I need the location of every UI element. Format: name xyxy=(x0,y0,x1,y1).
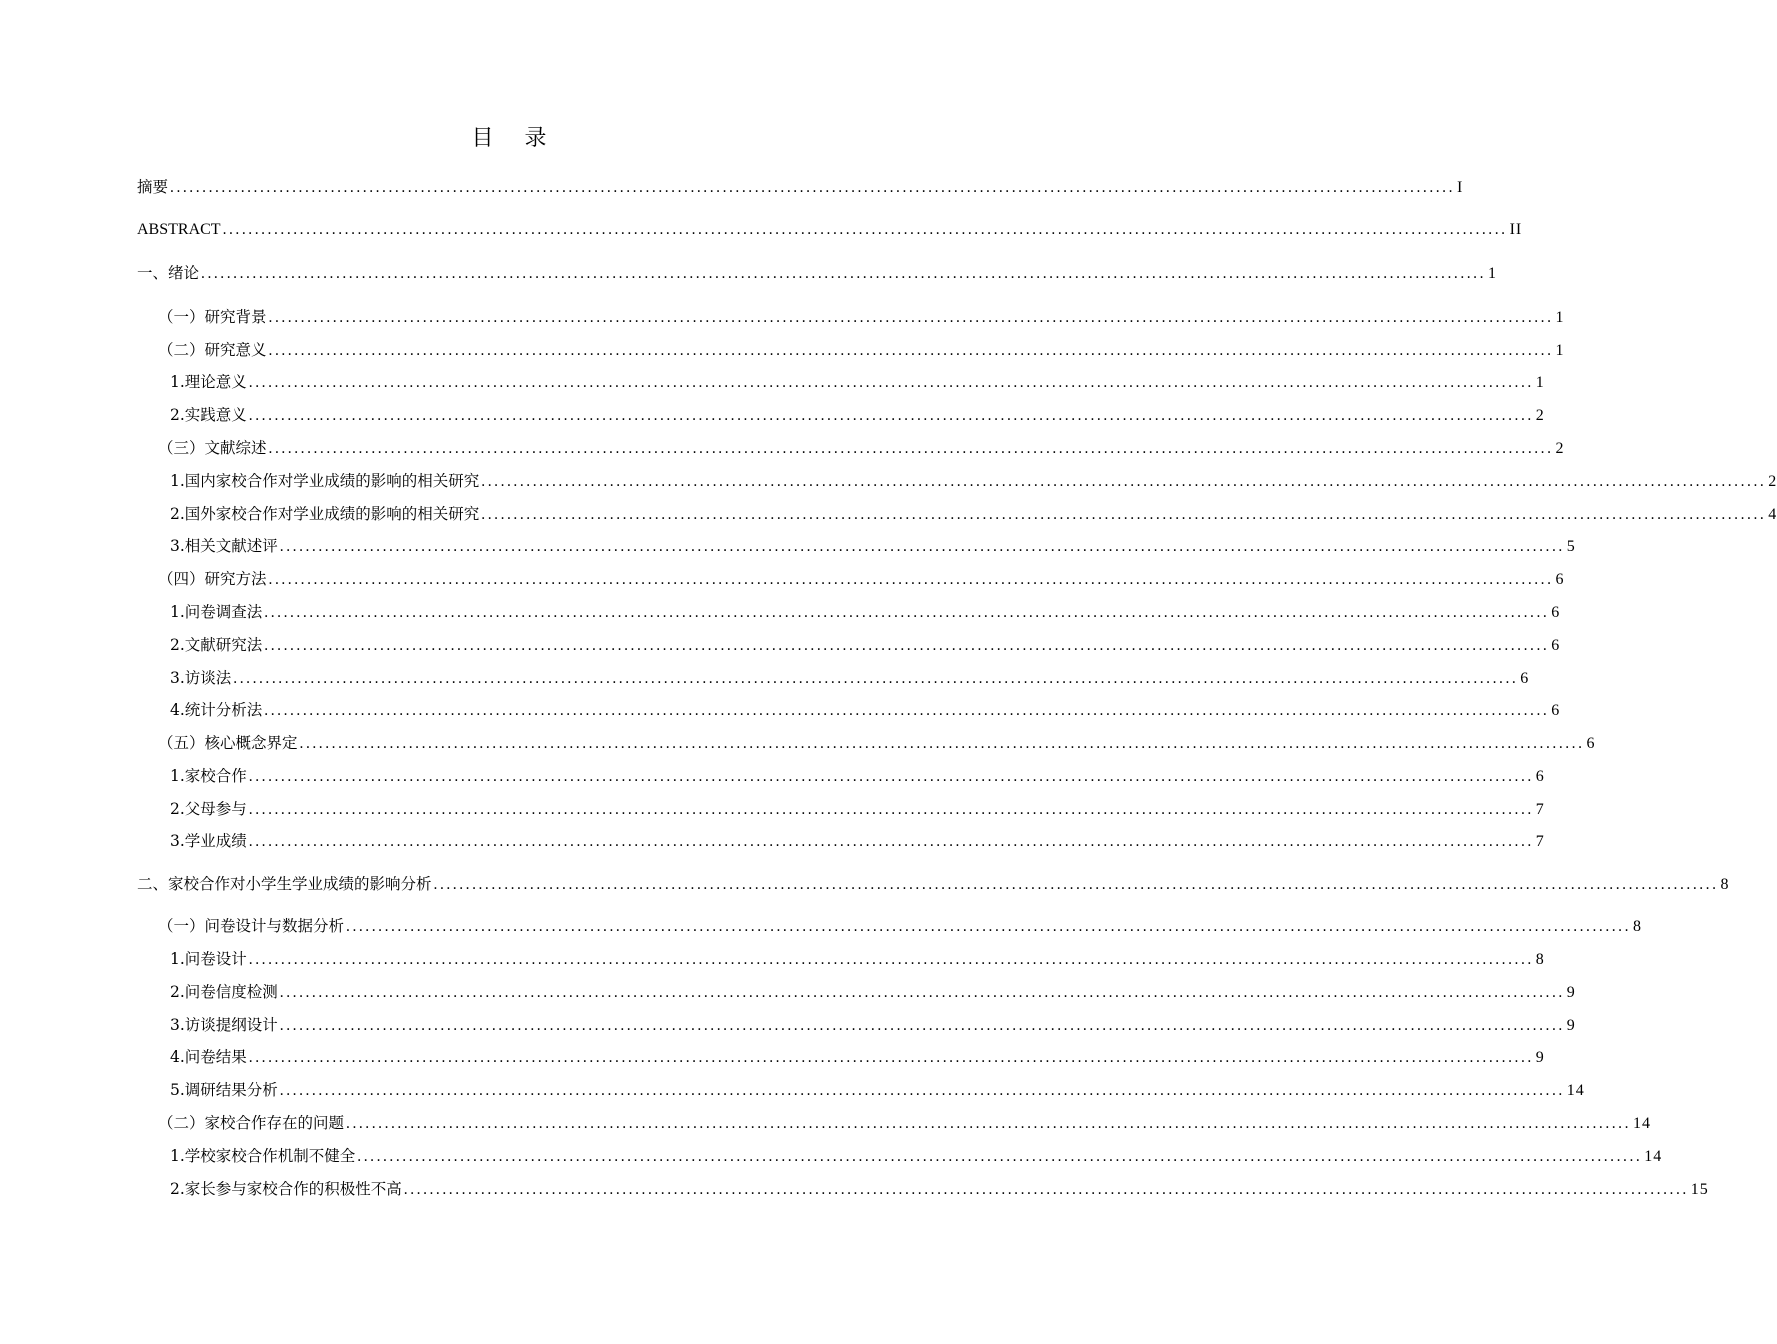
toc-entry[interactable] xyxy=(170,1178,1709,1200)
toc-leader-dots: ........................................................................................................................................................................................................ xyxy=(279,538,1565,555)
toc-entry[interactable] xyxy=(170,404,1545,426)
toc-page-number: 9 xyxy=(1535,1049,1545,1066)
toc-entry-label: （一）研究背景 xyxy=(158,308,267,326)
toc-entry[interactable] xyxy=(170,1145,1663,1167)
toc-entry[interactable] xyxy=(170,470,1777,492)
toc-leader-dots: ........................................................................................................................................................................................................ xyxy=(481,473,1767,490)
toc-entry[interactable] xyxy=(170,535,1576,557)
toc-entry[interactable] xyxy=(170,667,1530,689)
toc-entry[interactable] xyxy=(170,601,1561,623)
toc-entry[interactable] xyxy=(170,634,1561,656)
toc-page-number: 6 xyxy=(1551,702,1561,719)
toc-entry-label: 1.家校合作 xyxy=(170,767,247,785)
toc-entry[interactable] xyxy=(137,219,1523,241)
toc-entry-label: 二、家校合作对小学生学业成绩的影响分析 xyxy=(137,875,432,893)
toc-leader-dots: ........................................................................................................................................................................................................ xyxy=(279,1017,1565,1034)
toc-entry-label: 4.统计分析法 xyxy=(170,701,263,719)
toc-entry-label: 3.访谈法 xyxy=(170,669,232,687)
toc-leader-dots: ........................................................................................................................................................................................................ xyxy=(268,342,1554,359)
toc-leader-dots: ........................................................................................................................................................................................................ xyxy=(248,407,1534,424)
toc-leader-dots: ........................................................................................................................................................................................................ xyxy=(248,833,1534,850)
toc-leader-dots: ........................................................................................................................................................................................................ xyxy=(264,637,1550,654)
toc-entry-label: 4.问卷结果 xyxy=(170,1048,247,1066)
toc-leader-dots: ........................................................................................................................................................................................................ xyxy=(264,702,1550,719)
toc-leader-dots: ........................................................................................................................................................................................................ xyxy=(268,440,1554,457)
toc-page-number: 7 xyxy=(1535,833,1545,850)
toc-leader-dots: ........................................................................................................................................................................................................ xyxy=(201,265,1487,282)
toc-entry[interactable] xyxy=(170,981,1576,1003)
toc-page-number: 1 xyxy=(1488,265,1498,282)
toc-page-number: 14 xyxy=(1633,1115,1652,1132)
toc-page-number: 15 xyxy=(1690,1181,1709,1198)
toc-entry[interactable] xyxy=(158,568,1565,590)
toc-entry-label: （一）问卷设计与数据分析 xyxy=(158,917,345,935)
toc-leader-dots: ........................................................................................................................................................................................................ xyxy=(268,309,1554,326)
toc-entry[interactable] xyxy=(170,948,1545,970)
toc-entry[interactable] xyxy=(158,306,1565,328)
toc-entry-label: （二）家校合作存在的问题 xyxy=(158,1114,345,1132)
toc-entry-label: 1.问卷调查法 xyxy=(170,603,263,621)
toc-page-number: II xyxy=(1509,221,1523,238)
toc-page-number: 8 xyxy=(1633,918,1643,935)
toc-entry[interactable] xyxy=(158,339,1565,361)
toc-page-number: 5 xyxy=(1566,538,1576,555)
toc-leader-dots: ........................................................................................................................................................................................................ xyxy=(248,951,1534,968)
toc-page-number: 6 xyxy=(1520,670,1530,687)
toc-entry-label: 3.学业成绩 xyxy=(170,832,247,850)
toc-page-number: 14 xyxy=(1644,1148,1663,1165)
toc-leader-dots: ........................................................................................................................................................................................................ xyxy=(264,604,1550,621)
toc-entry-label: 摘要 xyxy=(137,178,169,196)
toc-entry[interactable] xyxy=(170,699,1561,721)
toc-page-number: 6 xyxy=(1551,604,1561,621)
toc-leader-dots: ........................................................................................................................................................................................................ xyxy=(248,374,1534,391)
toc-leader-dots: ........................................................................................................................................................................................................ xyxy=(481,506,1767,523)
toc-entry[interactable] xyxy=(170,1046,1545,1068)
toc-entry-label: 2.实践意义 xyxy=(170,406,247,424)
toc-entry[interactable] xyxy=(158,437,1565,459)
toc-entry-label: 3.相关文献述评 xyxy=(170,537,278,555)
toc-entry-label: 一、绪论 xyxy=(137,264,200,282)
toc-entry[interactable] xyxy=(170,765,1545,787)
toc-page-number: 6 xyxy=(1535,768,1545,785)
toc-entry[interactable] xyxy=(137,176,1464,198)
toc-entry-label: 2.问卷信度检测 xyxy=(170,983,278,1001)
toc-entry[interactable] xyxy=(170,798,1545,820)
toc-entry[interactable] xyxy=(170,1014,1576,1036)
toc-entry-label: 1.国内家校合作对学业成绩的影响的相关研究 xyxy=(170,472,480,490)
toc-leader-dots: ........................................................................................................................................................................................................ xyxy=(279,984,1565,1001)
toc-entry-label: 1.学校家校合作机制不健全 xyxy=(170,1147,356,1165)
toc-entry[interactable] xyxy=(170,371,1545,393)
toc-page-number: 8 xyxy=(1720,876,1730,893)
toc-page-number: 6 xyxy=(1551,637,1561,654)
toc-page-number: 7 xyxy=(1535,801,1545,818)
toc-entry-label: ABSTRACT xyxy=(137,221,221,238)
toc-entry-label: 1.理论意义 xyxy=(170,373,247,391)
toc-entry-label: 2.父母参与 xyxy=(170,800,247,818)
toc-leader-dots: ........................................................................................................................................................................................................ xyxy=(222,221,1508,238)
toc-page-number: 6 xyxy=(1555,571,1565,588)
toc-page-number: 14 xyxy=(1566,1082,1585,1099)
toc-page-number: 9 xyxy=(1566,984,1576,1001)
toc-leader-dots: ........................................................................................................................................................................................................ xyxy=(248,801,1534,818)
toc-page-number: 2 xyxy=(1555,440,1565,457)
toc-page-number: 1 xyxy=(1535,374,1545,391)
toc-entry-label: （三）文献综述 xyxy=(158,439,267,457)
toc-page-number: I xyxy=(1457,179,1464,196)
toc-entry[interactable] xyxy=(170,503,1777,525)
toc-leader-dots: ........................................................................................................................................................................................................ xyxy=(268,571,1554,588)
toc-entry[interactable] xyxy=(158,732,1596,754)
toc-page-number: 2 xyxy=(1768,473,1777,490)
toc-leader-dots: ........................................................................................................................................................................................................ xyxy=(170,179,1456,196)
toc-entry[interactable] xyxy=(158,1112,1652,1134)
toc-entry-label: 2.国外家校合作对学业成绩的影响的相关研究 xyxy=(170,505,480,523)
toc-entry-label: （四）研究方法 xyxy=(158,570,267,588)
toc-page-number: 9 xyxy=(1566,1017,1576,1034)
toc-leader-dots: ........................................................................................................................................................................................................ xyxy=(346,1115,1632,1132)
toc-leader-dots: ........................................................................................................................................................................................................ xyxy=(357,1148,1643,1165)
toc-leader-dots: ........................................................................................................................................................................................................ xyxy=(433,876,1719,893)
toc-leader-dots: ........................................................................................................................................................................................................ xyxy=(248,1049,1534,1066)
toc-entry-label: 1.问卷设计 xyxy=(170,950,247,968)
toc-entry[interactable] xyxy=(158,915,1643,937)
toc-entry[interactable] xyxy=(137,873,1730,895)
toc-leader-dots: ........................................................................................................................................................................................................ xyxy=(248,768,1534,785)
toc-leader-dots: ........................................................................................................................................................................................................ xyxy=(403,1181,1689,1198)
toc-page-number: 2 xyxy=(1535,407,1545,424)
toc-entry-label: 2.文献研究法 xyxy=(170,636,263,654)
toc-page-number: 4 xyxy=(1768,506,1777,523)
toc-leader-dots: ........................................................................................................................................................................................................ xyxy=(233,670,1519,687)
toc-entry-label: （二）研究意义 xyxy=(158,341,267,359)
toc-page-number: 1 xyxy=(1555,309,1565,326)
toc-entry[interactable] xyxy=(170,830,1545,852)
toc-leader-dots: ........................................................................................................................................................................................................ xyxy=(346,918,1632,935)
toc-entry-label: （五）核心概念界定 xyxy=(158,734,298,752)
toc-entry-label: 5.调研结果分析 xyxy=(170,1081,278,1099)
toc-entry-label: 2.家长参与家校合作的积极性不高 xyxy=(170,1180,402,1198)
toc-leader-dots: ........................................................................................................................................................................................................ xyxy=(299,735,1585,752)
toc-title: 目 录 xyxy=(471,126,559,151)
toc-entry[interactable] xyxy=(170,1079,1585,1101)
toc-page-number: 1 xyxy=(1555,342,1565,359)
toc-page-number: 6 xyxy=(1586,735,1596,752)
toc-entry-label: 3.访谈提纲设计 xyxy=(170,1016,278,1034)
toc-page-number: 8 xyxy=(1535,951,1545,968)
toc-leader-dots: ........................................................................................................................................................................................................ xyxy=(279,1082,1565,1099)
toc-entry[interactable] xyxy=(137,262,1498,284)
